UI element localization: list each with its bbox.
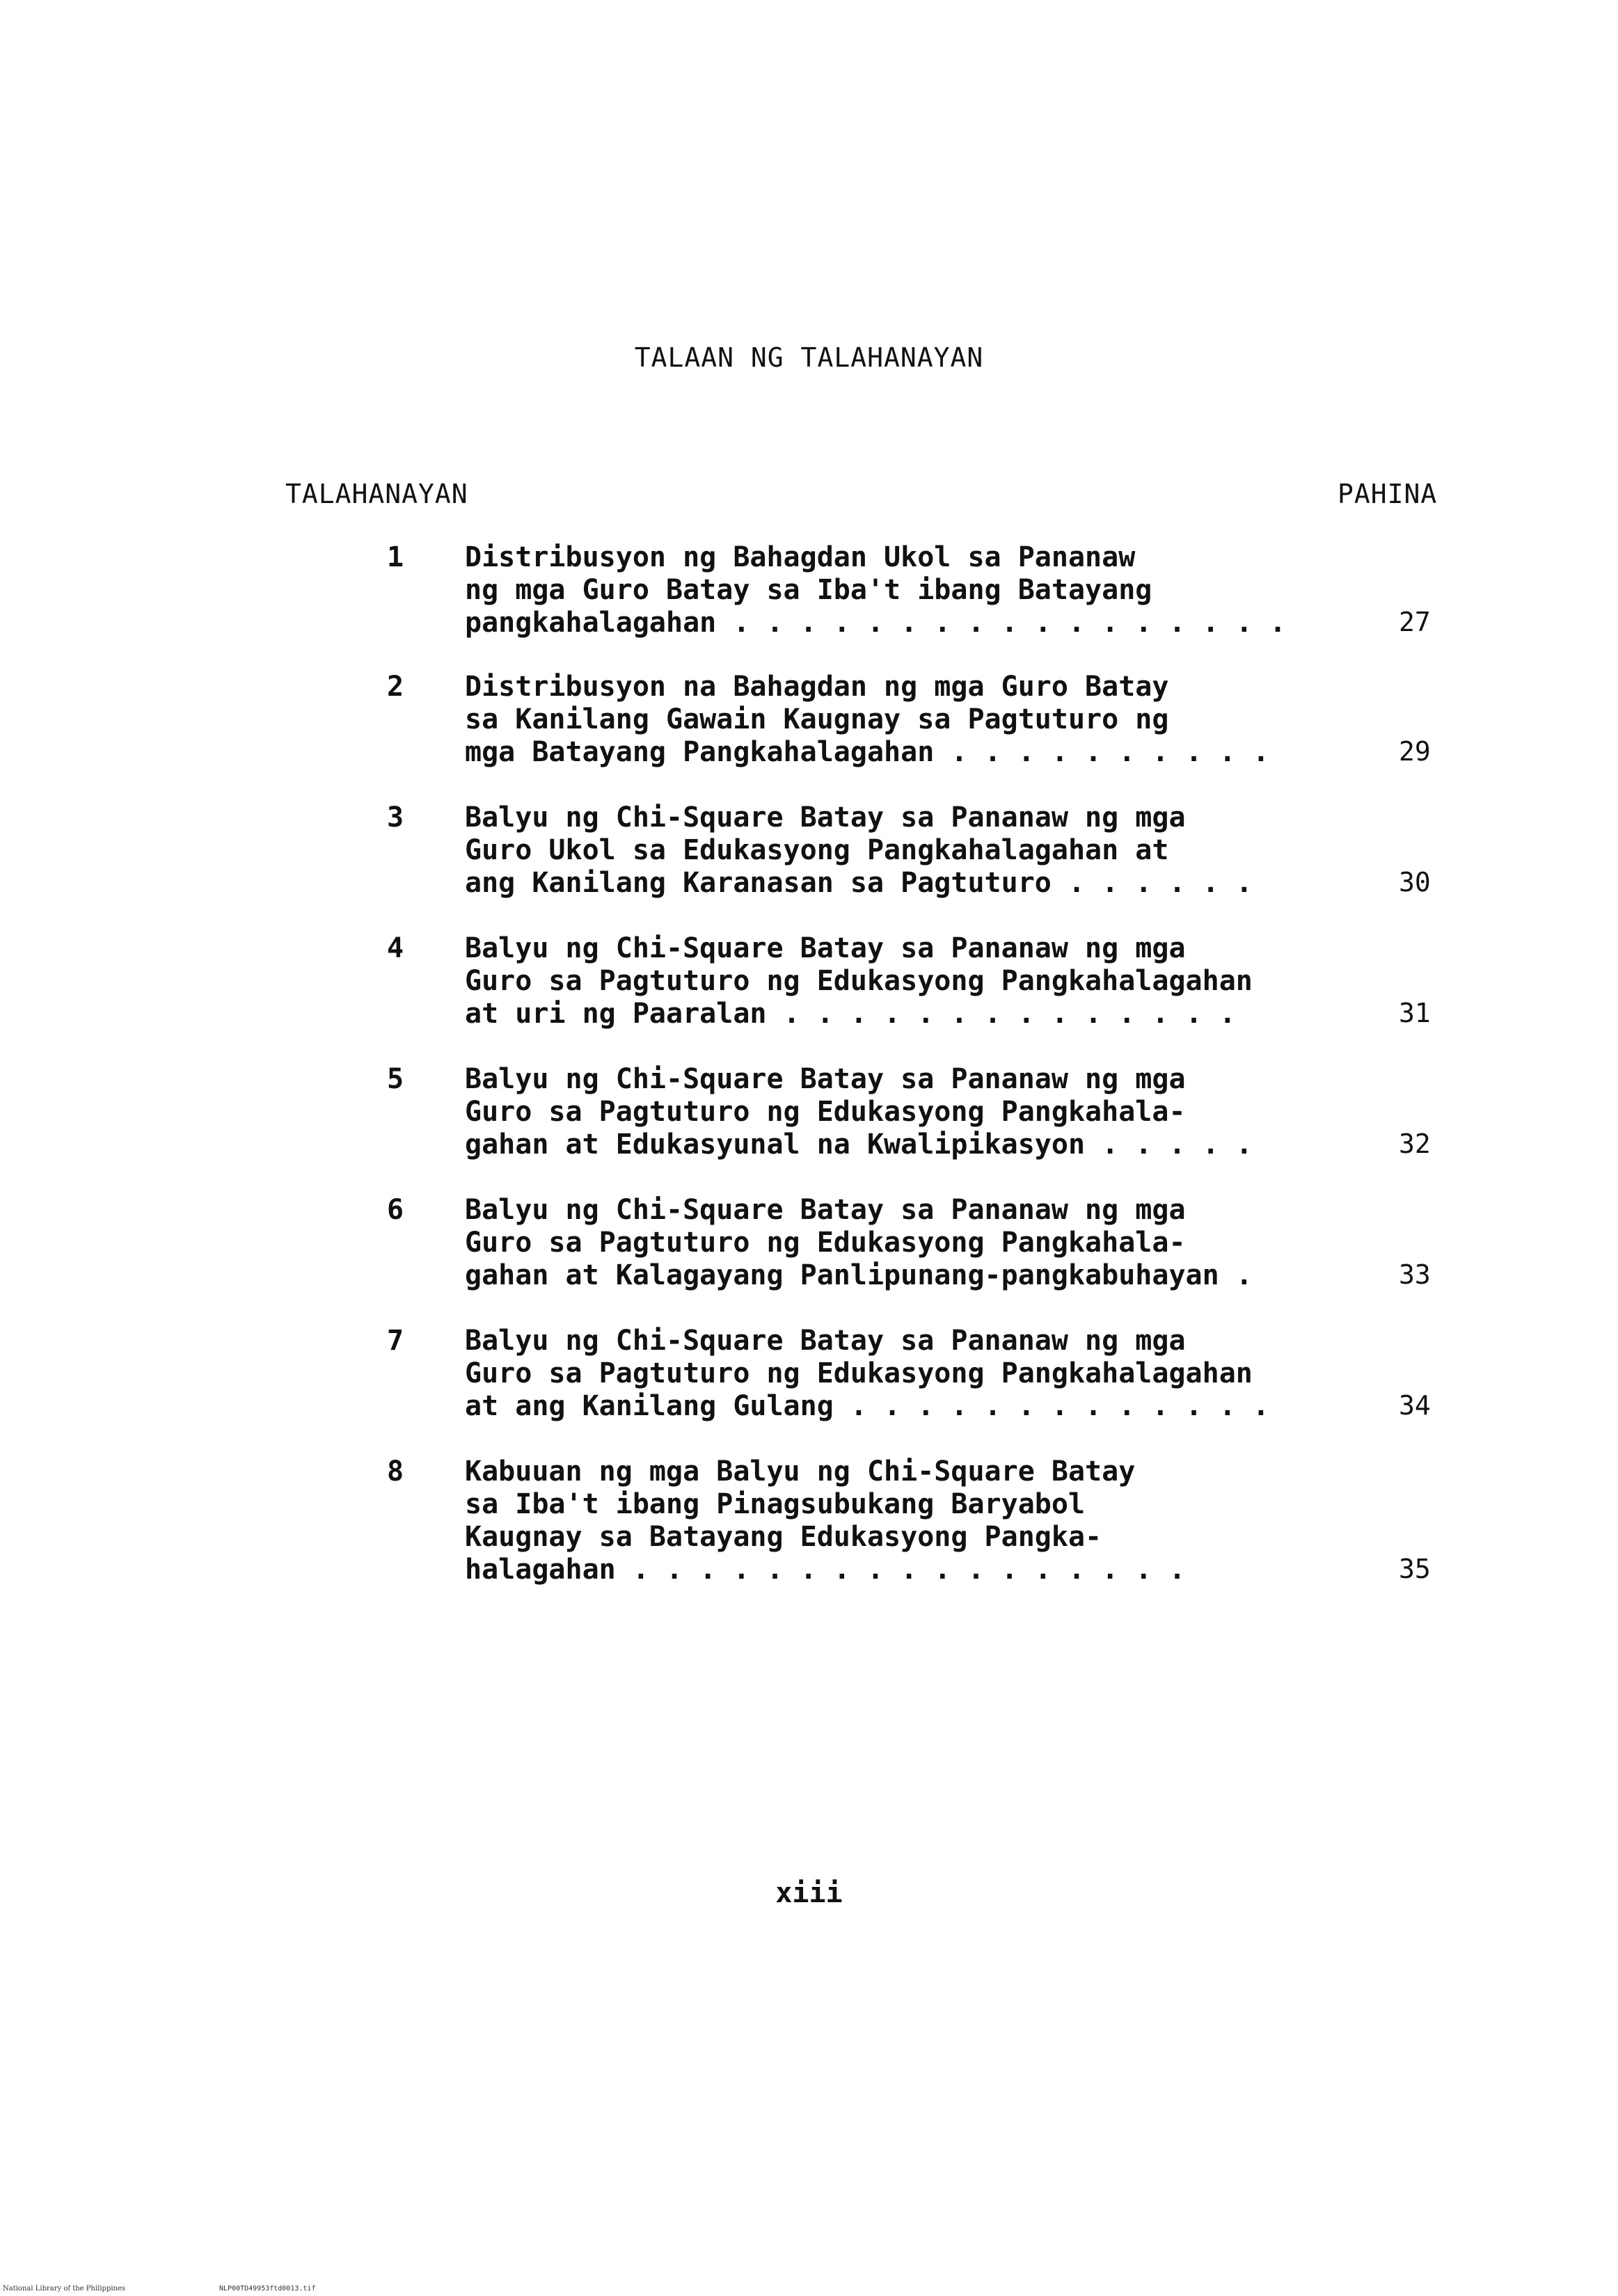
column-header-pahina: PAHINA bbox=[1338, 479, 1438, 509]
entry-title-line: Guro sa Pagtuturo ng Edukasyong Pangkahala- bbox=[465, 1227, 1186, 1259]
entry-title bbox=[465, 932, 1404, 1030]
entry-title-line: Balyu ng Chi-Square Batay sa Pananaw ng mga bbox=[465, 932, 1186, 964]
entry-title-line: Guro Ukol sa Edukasyong Pangkahalagahan at bbox=[465, 834, 1169, 866]
entry-title-line: Guro sa Pagtuturo ng Edukasyong Pangkahala- bbox=[465, 1096, 1186, 1128]
entry-title-line: sa Kanilang Gawain Kaugnay sa Pagtuturo ng bbox=[465, 703, 1169, 735]
entry-title-line: at uri ng Paaralan . . . . . . . . . . . . . . bbox=[465, 998, 1236, 1030]
entry-number: 7 bbox=[387, 1325, 404, 1357]
entry-number: 6 bbox=[387, 1194, 404, 1226]
entry-title bbox=[465, 541, 1404, 639]
entry-title bbox=[465, 802, 1404, 900]
entry-title-line: mga Batayang Pangkahalagahan . . . . . . . . . . bbox=[465, 736, 1269, 768]
entry-title-line: gahan at Edukasyunal na Kwalipikasyon . . . . . bbox=[465, 1129, 1253, 1161]
entry-page-number: 34 bbox=[1399, 1390, 1431, 1421]
entry-title-line: Balyu ng Chi-Square Batay sa Pananaw ng mga bbox=[465, 802, 1186, 834]
entry-title bbox=[465, 1325, 1404, 1423]
entry-title-line: halagahan . . . . . . . . . . . . . . . . . bbox=[465, 1554, 1186, 1586]
page-title: TALAAN NG TALAHANAYAN bbox=[634, 342, 984, 373]
entry-number: 1 bbox=[387, 541, 404, 573]
entry-title bbox=[465, 1456, 1404, 1586]
entry-title-line: Distribusyon ng Bahagdan Ukol sa Pananaw bbox=[465, 541, 1136, 573]
entry-title-line: at ang Kanilang Gulang . . . . . . . . . . . . . bbox=[465, 1390, 1269, 1422]
entry-page-number: 32 bbox=[1399, 1129, 1431, 1159]
entry-title-line: sa Iba't ibang Pinagsubukang Baryabol bbox=[465, 1488, 1086, 1520]
entry-page-number: 31 bbox=[1399, 998, 1431, 1028]
entry-page-number: 35 bbox=[1399, 1554, 1431, 1584]
entry-title bbox=[465, 671, 1404, 769]
entry-title-line: Distribusyon na Bahagdan ng mga Guro Batay bbox=[465, 671, 1169, 703]
entry-page-number: 29 bbox=[1399, 736, 1431, 767]
entry-title-line: Kaugnay sa Batayang Edukasyong Pangka- bbox=[465, 1521, 1102, 1553]
entry-title bbox=[465, 1063, 1404, 1161]
entry-title-line: gahan at Kalagayang Panlipunang-pangkabuhayan . bbox=[465, 1259, 1253, 1291]
page-number: xiii bbox=[775, 1877, 843, 1909]
entry-number: 3 bbox=[387, 802, 404, 834]
entry-title-line: ng mga Guro Batay sa Iba't ibang Batayang bbox=[465, 574, 1152, 606]
entry-title-line: Balyu ng Chi-Square Batay sa Pananaw ng mga bbox=[465, 1325, 1186, 1357]
footer-library-name: National Library of the Philippines bbox=[3, 2285, 126, 2293]
entry-title-line: Kabuuan ng mga Balyu ng Chi-Square Batay bbox=[465, 1456, 1136, 1488]
footer-file-name: NLP00TD49953ftd0013.tif bbox=[219, 2285, 316, 2293]
entry-title-line: Guro sa Pagtuturo ng Edukasyong Pangkahalagahan bbox=[465, 965, 1253, 997]
entry-number: 2 bbox=[387, 671, 404, 703]
entry-title-line: pangkahalagahan . . . . . . . . . . . . . . . . . bbox=[465, 607, 1287, 639]
entry-number: 5 bbox=[387, 1063, 404, 1095]
entry-title-line: Balyu ng Chi-Square Batay sa Pananaw ng mga bbox=[465, 1194, 1186, 1226]
column-header-talahanayan: TALAHANAYAN bbox=[285, 479, 468, 509]
entry-page-number: 33 bbox=[1399, 1259, 1431, 1290]
entry-number: 8 bbox=[387, 1456, 404, 1488]
entry-page-number: 27 bbox=[1399, 607, 1431, 637]
entry-title-line: Guro sa Pagtuturo ng Edukasyong Pangkahalagahan bbox=[465, 1357, 1253, 1389]
entry-title-line: ang Kanilang Karanasan sa Pagtuturo . . . . . . bbox=[465, 867, 1253, 899]
entry-title-line: Balyu ng Chi-Square Batay sa Pananaw ng mga bbox=[465, 1063, 1186, 1095]
entry-title bbox=[465, 1194, 1404, 1292]
entry-number: 4 bbox=[387, 932, 404, 964]
entry-page-number: 30 bbox=[1399, 867, 1431, 898]
